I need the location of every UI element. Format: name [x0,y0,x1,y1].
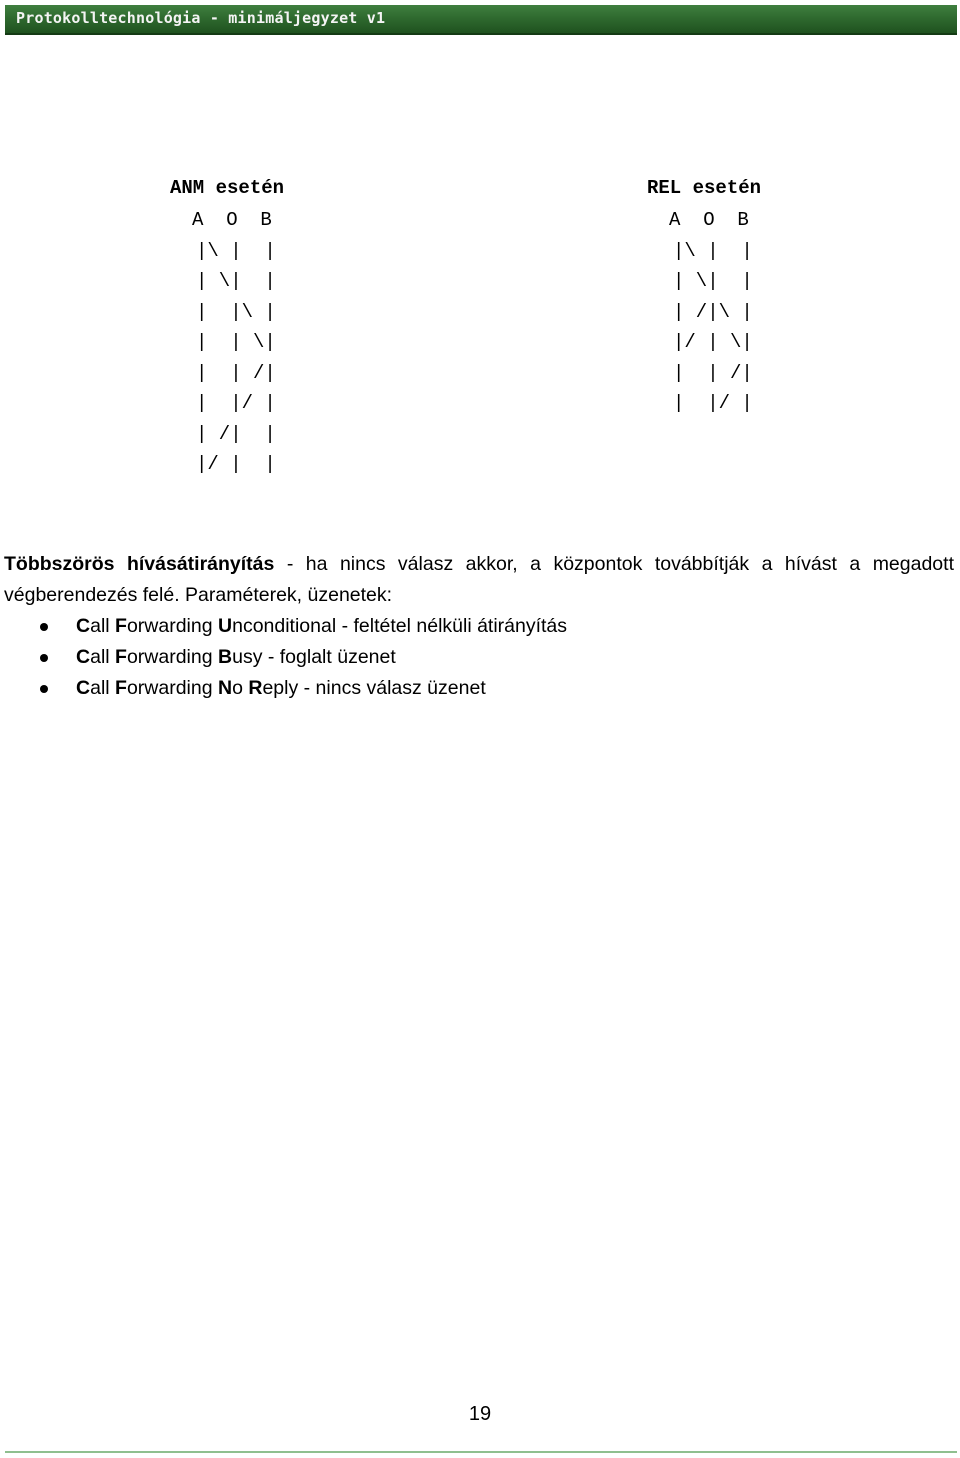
item-text: nconditional - feltétel nélküli átirányítás [232,615,568,637]
header-bar [5,5,957,35]
item-text: orwarding [126,677,218,699]
anm-diagram-line: | \| | [196,270,276,292]
rel-diagram-line: |/ | \| [673,331,753,353]
footer-divider [5,1451,957,1453]
rel-diagram-lines [647,205,761,419]
bullet-icon [40,685,48,693]
anm-diagram [170,174,284,480]
acronym-letter: B [218,646,233,668]
anm-diagram-lines [170,205,284,480]
anm-diagram-line: | |/ | [196,392,276,414]
item-text: o [232,677,249,699]
rel-diagram [647,174,761,419]
rel-diagram-line: | |/ | [673,392,753,414]
intro-term: Többszörös hívásátirányítás [4,553,275,575]
acronym-letter: F [115,615,127,637]
anm-diagram-line: | /| | [196,422,276,445]
item-text: orwarding [126,646,218,668]
acronym-letter: U [218,615,233,637]
intro-description: - ha nincs válasz akkor, a központok továbbítják a hívást a megadott végberendezés felé. Paraméterek, üzenetek: [4,553,954,606]
item-text: orwarding [126,615,218,637]
anm-diagram-line: | | \| [196,331,276,353]
anm-diagram-line: A O B [192,209,272,231]
acronym-letter: C [76,615,91,637]
list-item [4,642,954,673]
anm-diagram-line: | | /| [196,361,276,384]
item-text: eply - nincs válasz üzenet [262,677,486,699]
rel-diagram-line: |\ | | [673,239,753,262]
intro-paragraph [4,549,954,611]
acronym-letter: F [115,646,127,668]
page-number: 19 [468,1403,492,1425]
item-text: all [90,646,116,668]
bullet-icon [40,623,48,631]
anm-diagram-line: |\ | | [196,239,276,262]
document-title: Protokolltechnológia - minimáljegyzet v1 [16,9,386,27]
rel-diagram-line: | | /| [673,361,753,384]
rel-diagram-line: A O B [669,209,749,231]
anm-diagram-title: ANM esetén [170,177,285,199]
item-text: usy - foglalt üzenet [232,646,396,668]
acronym-letter: C [76,677,91,699]
acronym-letter: N [218,677,233,699]
item-text: all [90,677,116,699]
acronym-letter: C [76,646,91,668]
anm-diagram-line: |/ | | [196,453,276,475]
parameter-list [4,611,954,704]
bullet-icon [40,654,48,662]
acronym-letter: F [115,677,127,699]
anm-diagram-line: | |\ | [196,300,276,323]
item-text: all [90,615,116,637]
rel-diagram-line: | \| | [673,270,753,292]
main-content [4,549,954,704]
list-item [4,673,954,704]
rel-diagram-line: | /|\ | [673,300,753,323]
list-item [4,611,954,642]
acronym-letter: R [248,677,263,699]
rel-diagram-title: REL esetén [647,177,762,199]
